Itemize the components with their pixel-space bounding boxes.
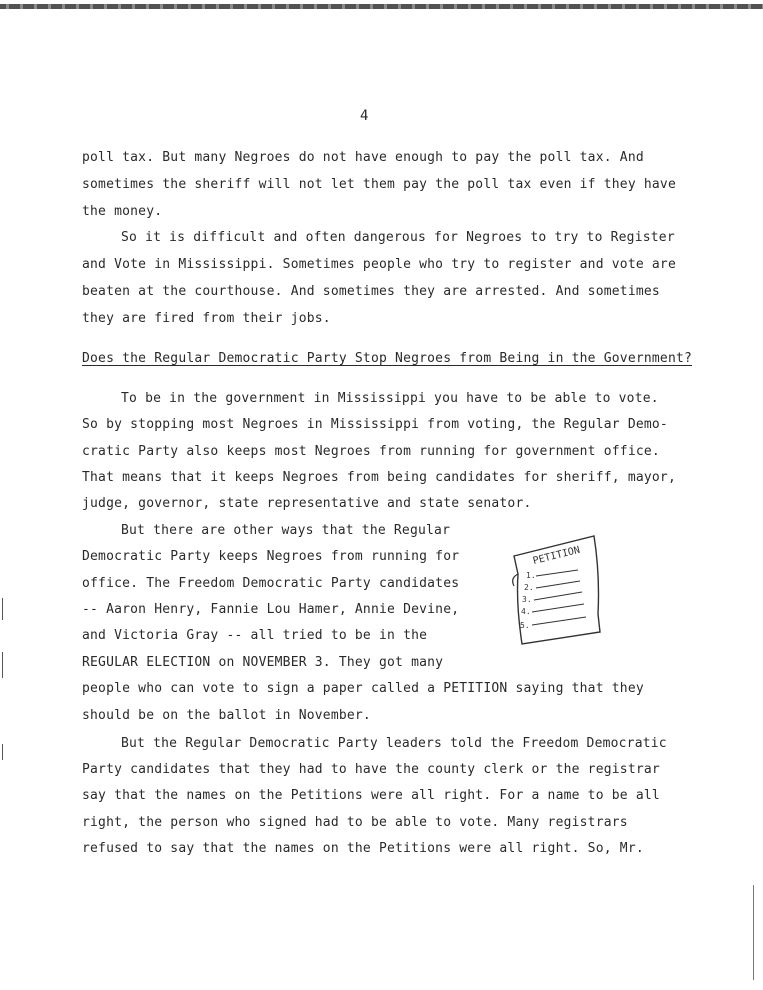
text-line: cratic Party also keeps most Negroes from running for government office. [82,444,660,459]
petition-number: 4. [521,607,531,616]
text-line: REGULAR ELECTION on NOVEMBER 3. They got many [82,655,444,670]
text-line: say that the names on the Petitions were all right. For a name to be all [82,788,660,803]
text-line: and Vote in Mississippi. Sometimes people who try to register and vote are [82,257,676,272]
text-line: and Victoria Gray -- all tried to be in the [82,628,428,643]
page-number: 4 [360,108,369,124]
margin-mark [2,744,3,760]
text-line: poll tax. But many Negroes do not have enough to pay the poll tax. And [82,150,644,165]
text-line: But there are other ways that the Regular [121,523,451,538]
text-line: people who can vote to sign a paper called a PETITION saying that they [82,681,644,696]
petition-number: 3. [522,595,532,604]
section-heading: Does the Regular Democratic Party Stop Negroes from Being in the Government? [82,351,693,366]
text-line: right, the person who signed had to be able to vote. Many registrars [82,815,628,830]
margin-mark [2,598,3,620]
text-line: Party candidates that they had to have the county clerk or the registrar [82,762,660,777]
text-line: refused to say that the names on the Petitions were all right. So, Mr. [82,841,644,856]
text-line: But the Regular Democratic Party leaders told the Freedom Democratic [121,736,667,751]
text-line: judge, governor, state representative and state senator. [82,496,532,511]
petition-illustration [508,534,608,646]
text-line: That means that it keeps Negroes from being candidates for sheriff, mayor, [82,470,676,485]
text-line: should be on the ballot in November. [82,708,371,723]
text-line: sometimes the sheriff will not let them pay the poll tax even if they have [82,177,676,192]
text-line: office. The Freedom Democratic Party candidates [82,576,460,591]
margin-mark [753,885,754,980]
text-line: So by stopping most Negroes in Mississippi from voting, the Regular Demo- [82,417,668,432]
text-line: -- Aaron Henry, Fannie Lou Hamer, Annie Devine, [82,602,460,617]
text-line: Democratic Party keeps Negroes from running for [82,549,460,564]
margin-mark [2,652,3,678]
petition-title: PETITION [531,544,582,568]
petition-number: 2. [524,583,534,592]
text-line: To be in the government in Mississippi you have to be able to vote. [121,391,659,406]
petition-number: 1. [526,571,536,580]
text-line: beaten at the courthouse. And sometimes they are arrested. And sometimes [82,284,660,299]
text-line: So it is difficult and often dangerous for Negroes to try to Register [121,230,675,245]
petition-signature-lines [532,570,586,625]
text-line: they are fired from their jobs. [82,311,331,326]
text-line: the money. [82,204,163,219]
top-scan-edge [0,4,763,9]
petition-number: 5. [520,621,530,630]
